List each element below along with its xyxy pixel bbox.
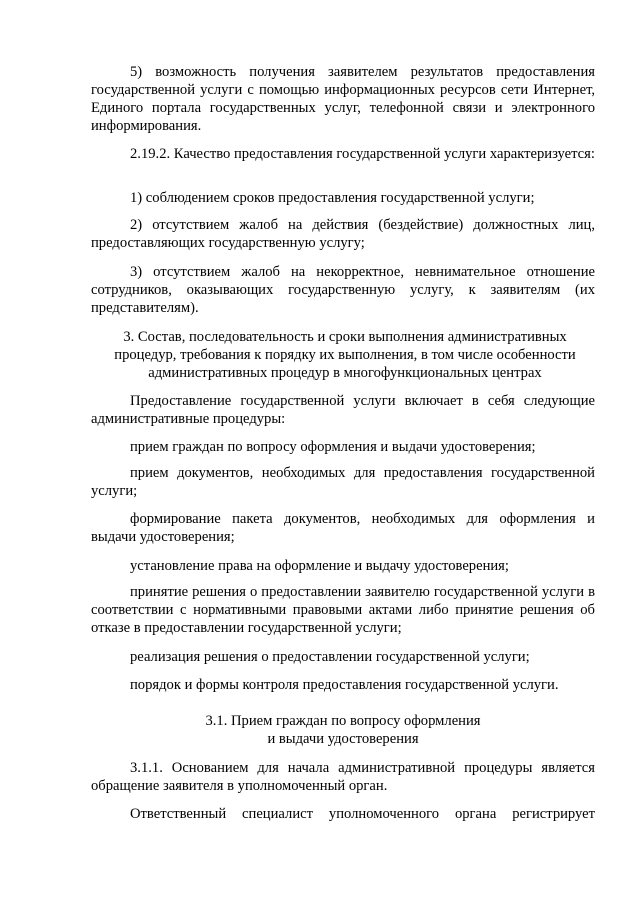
paragraph-item-2: 2) отсутствием жалоб на действия (бездействие) должностных лиц, предоставляющих государственную услугу; <box>91 217 595 251</box>
section-3-heading: 3. Состав, последовательность и сроки выполнения административных процедур, требования к порядку их выполнения, в том числе особенности административных процедур в многофункциональных центрах <box>114 329 576 381</box>
paragraph-procedures-intro: Предоставление государственной услуги включает в себя следующие административные процедуры: <box>91 393 595 427</box>
paragraph-procedure-rights: установление права на оформление и выдачу удостоверения; <box>130 558 509 574</box>
paragraph-specialist-registers: Ответственный специалист уполномоченного органа регистрирует <box>130 806 595 822</box>
paragraph-procedure-documents: прием документов, необходимых для предоставления государственной услуги; <box>91 465 595 499</box>
paragraph-procedure-implementation: реализация решения о предоставлении государственной услуги; <box>130 649 530 665</box>
paragraph-5-possibility: 5) возможность получения заявителем результатов предоставления государственной услуги с помощью информационных ресурсов сети Интернет, Единого портала государственных услуг, телефонной связи и электронного информирования. <box>91 64 595 134</box>
paragraph-procedure-reception: прием граждан по вопросу оформления и выдачи удостоверения; <box>130 439 536 455</box>
paragraph-2-19-2: 2.19.2. Качество предоставления государственной услуги характеризуется: <box>130 146 595 162</box>
paragraph-3-1-1: 3.1.1. Основанием для начала административной процедуры является обращение заявителя в уполномоченный орган. <box>91 760 595 794</box>
subsection-3-1-heading-line1: 3.1. Прием граждан по вопросу оформления <box>205 713 481 729</box>
paragraph-procedure-decision: принятие решения о предоставлении заявителю государственной услуги в соответствии с нормативными правовыми актами либо принятие решения об отказе в предоставлении государственной услуги; <box>91 584 595 636</box>
subsection-3-1-heading-line2: и выдачи удостоверения <box>267 731 419 747</box>
paragraph-procedure-package: формирование пакета документов, необходимых для оформления и выдачи удостоверения; <box>91 511 595 545</box>
paragraph-item-1: 1) соблюдением сроков предоставления государственной услуги; <box>130 190 535 206</box>
paragraph-procedure-control: порядок и формы контроля предоставления государственной услуги. <box>130 677 559 693</box>
paragraph-item-3: 3) отсутствием жалоб на некорректное, невнимательное отношение сотрудников, оказывающих государственную услугу, к заявителям (их представителям). <box>91 264 595 316</box>
